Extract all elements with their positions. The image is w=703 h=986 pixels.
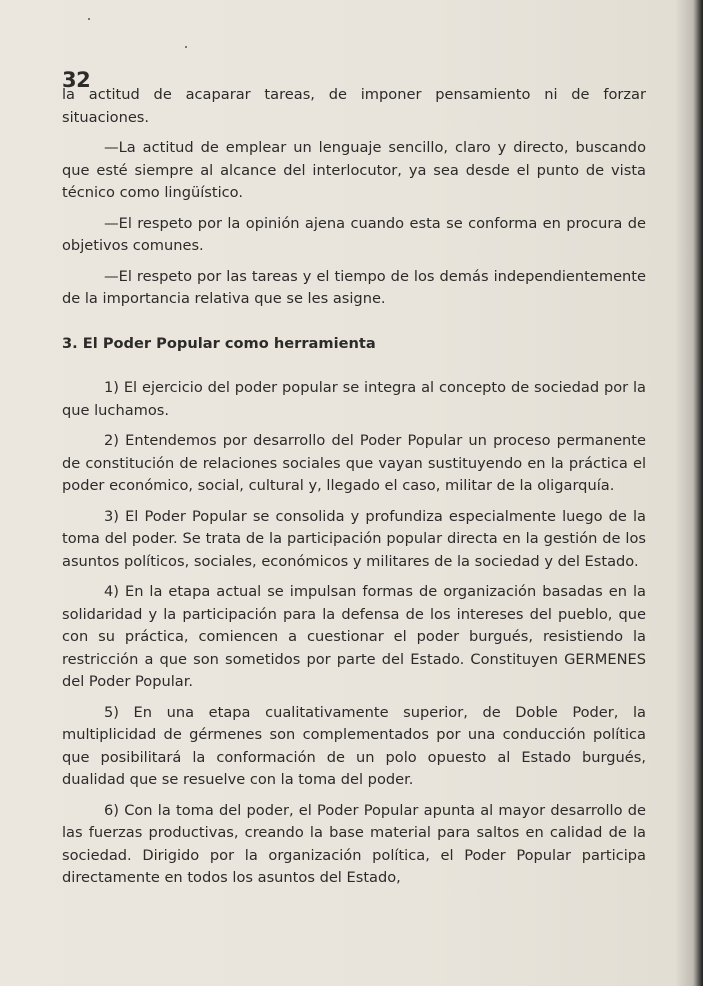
paragraph: —La actitud de emplear un lenguaje sencillo, claro y directo, buscando que esté siempre al alcance del interlocutor, ya sea desde el punto de vista técnico como lingüístico. <box>62 139 646 201</box>
page-number: 32 <box>62 68 91 92</box>
numbered-item: 6) Con la toma del poder, el Poder Popular apunta al mayor desarrollo de las fuerzas productivas, creando la base material para saltos en calidad de la sociedad. Dirigido por la organización política, el Poder Popular participa directamente en todos los asuntos del Estado, <box>62 801 646 886</box>
emphasis-germenes: GERMENES <box>564 650 646 668</box>
item-text: del Poder Popular. <box>62 673 194 690</box>
numbered-item: 1) El ejercicio del poder popular se integra al concepto de sociedad por la que luchamos. <box>62 379 646 419</box>
item-text: 4) En la etapa actual se impulsan formas de organización basadas en la solidaridad y la participación para la defensa de los intereses del pueblo, que con su práctica, comiencen a cuestionar el poder burgués, resistiendo la restricción a que son sometidos por parte del Estado. Constituyen <box>62 583 646 668</box>
paragraph: —El respeto por las tareas y el tiempo de los demás independientemente de la importancia relativa que se les asigne. <box>62 267 646 307</box>
page-edge-shadow <box>693 0 703 986</box>
numbered-item: 3) El Poder Popular se consolida y profundiza especialmente luego de la toma del poder. Se trata de la participación popular directa en la gestión de los asuntos políticos, sociales, económicos y militares de la sociedad y del Estado. <box>62 507 646 570</box>
paragraph: la actitud de acaparar tareas, de imponer pensamiento ni de forzar situaciones. <box>62 86 646 126</box>
dust-speck <box>88 18 90 20</box>
section-heading: 3. El Poder Popular como herramienta <box>62 334 376 352</box>
paragraph: —El respeto por la opinión ajena cuando esta se conforma en procura de objetivos comunes. <box>62 214 646 254</box>
dust-speck <box>185 46 187 48</box>
numbered-item: 2) Entendemos por desarrollo del Poder Popular un proceso permanente de constitución de relaciones sociales que vayan sustituyendo en la práctica el poder económico, social, cultural y, llegado el caso, militar de la oligarquía. <box>62 432 646 494</box>
numbered-item <box>62 581 646 694</box>
numbered-item: 5) En una etapa cualitativamente superior, de Doble Poder, la multiplicidad de gérmenes son complementados por una conducción política que posibilitará la conformación de un polo opuesto al Estado burgués, dualidad que se resuelve con la toma del poder. <box>62 703 646 788</box>
page-body <box>62 84 646 890</box>
